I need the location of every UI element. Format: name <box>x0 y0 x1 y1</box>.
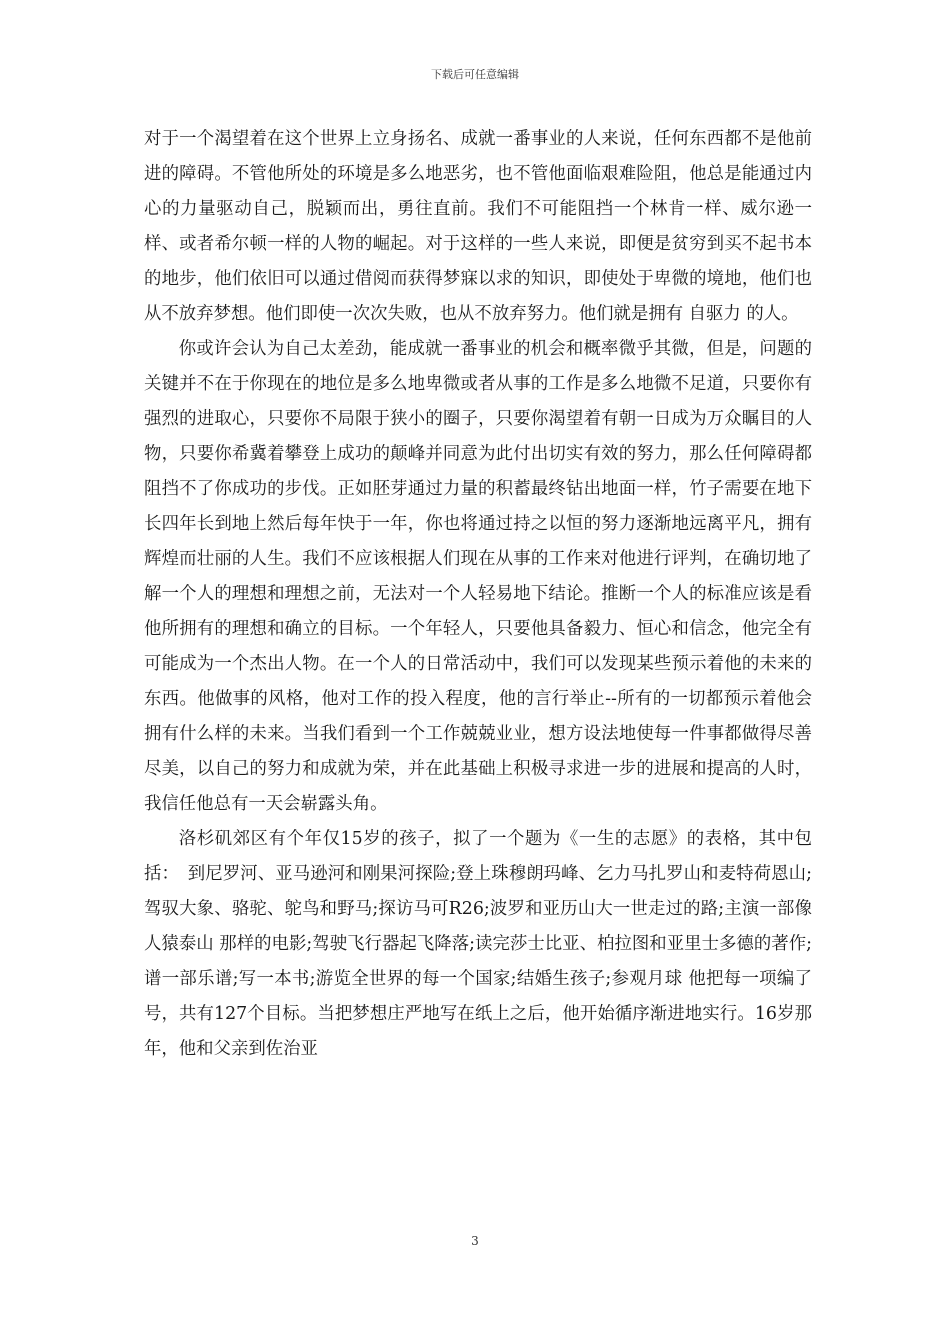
document-body <box>144 122 812 1067</box>
paragraph-2: 你或许会认为自己太差劲，能成就一番事业的机会和概率微乎其微，但是，问题的关键并不在于你现在的地位是多么地卑微或者从事的工作是多么地微不足道，只要你有强烈的进取心，只要你不局限于狭小的圈子，只要你渴望着有朝一日成为万众瞩目的人物，只要你希冀着攀登上成功的颠峰并同意为此付出切实有效的努力，那么任何障碍都阻挡不了你成功的步伐。正如胚芽通过力量的积蓄最终钻出地面一样，竹子需要在地下长四年长到地上然后每年快于一年，你也将通过持之以恒的努力逐渐地远离平凡，拥有辉煌而壮丽的人生。我们不应该根据人们现在从事的工作来对他进行评判，在确切地了解一个人的理想和理想之前，无法对一个人轻易地下结论。推断一个人的标准应该是看他所拥有的理想和确立的目标。一个年轻人，只要他具备毅力、恒心和信念，他完全有可能成为一个杰出人物。在一个人的日常活动中，我们可以发现某些预示着他的未来的东西。他做事的风格，他对工作的投入程度，他的言行举止--所有的一切都预示着他会拥有什么样的未来。当我们看到一个工作兢兢业业，想方设法地使每一件事都做得尽善尽美，以自己的努力和成就为荣，并在此基础上积极寻求进一步的进展和提高的人时，我信任他总有一天会崭露头角。 <box>144 339 812 814</box>
page-number: 3 <box>471 1234 479 1248</box>
page-header: 下载后可任意编辑 <box>431 68 519 81</box>
paragraph-3: 洛杉矶郊区有个年仅15岁的孩子，拟了一个题为《一生的志愿》的表格，其中包括： 到尼罗河、亚马逊河和刚果河探险;登上珠穆朗玛峰、乞力马扎罗山和麦特荷恩山;驾驭大象、骆驼、鸵鸟和野马;探访马可R26;波罗和亚历山大一世走过的路;主演一部像 人猿泰山 那样的电影;驾驶飞行器起飞降落;读完莎士比亚、柏拉图和亚里士多德的著作;谱一部乐谱;写一本书;游览全世界的每一个国家;结婚生孩子;参观月球 他把每一项编了号，共有127个目标。当把梦想庄严地写在纸上之后，他开始循序渐进地实行。16岁那年，他和父亲到佐治亚 <box>144 829 812 1059</box>
paragraph-1: 对于一个渴望着在这个世界上立身扬名、成就一番事业的人来说，任何东西都不是他前进的障碍。不管他所处的环境是多么地恶劣，也不管他面临艰难险阻，他总是能通过内心的力量驱动自己，脱颖而出，勇往直前。我们不可能阻挡一个林肯一样、威尔逊一样、或者希尔顿一样的人物的崛起。对于这样的一些人来说，即便是贫穷到买不起书本的地步，他们依旧可以通过借阅而获得梦寐以求的知识，即使处于卑微的境地，他们也从不放弃梦想。他们即使一次次失败，也从不放弃努力。他们就是拥有 自驱力 的人。 <box>144 129 812 324</box>
